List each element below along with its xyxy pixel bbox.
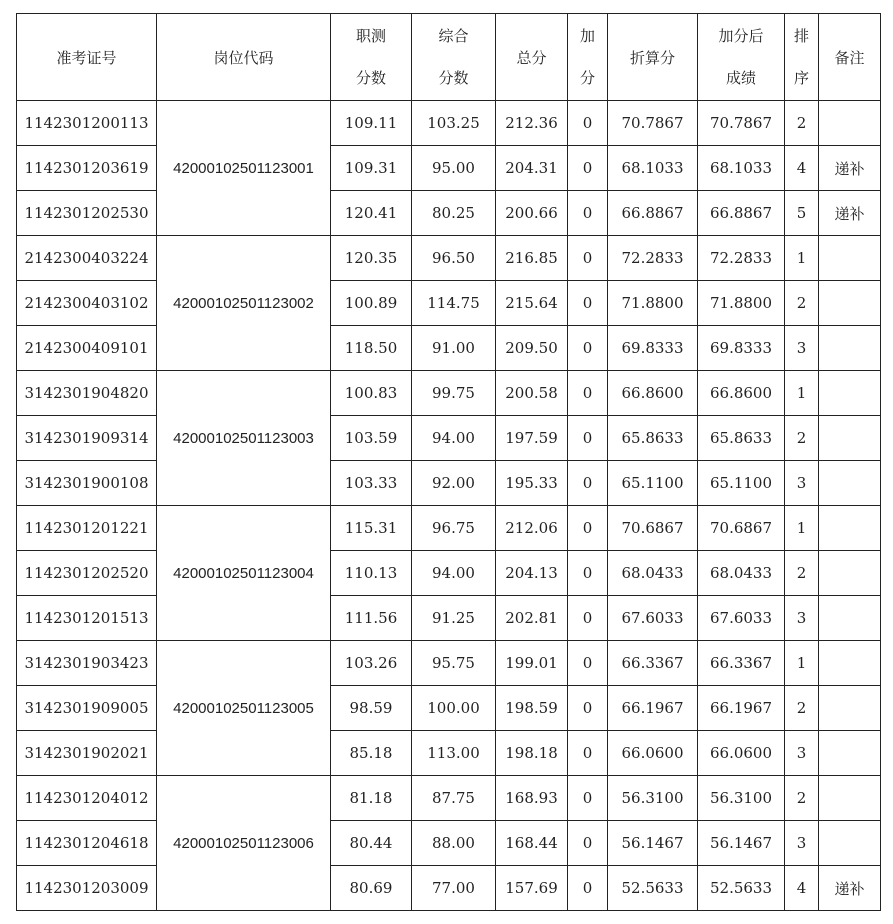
table-row xyxy=(17,506,881,551)
note-cell xyxy=(819,506,881,551)
table-header xyxy=(17,14,881,101)
note-cell xyxy=(819,731,881,776)
note-cell xyxy=(819,326,881,371)
bonus-cell: 0 xyxy=(568,371,608,416)
total-cell: 212.06 xyxy=(496,506,568,551)
note-cell xyxy=(819,551,881,596)
conv-cell: 56.1467 xyxy=(608,821,698,866)
conv-cell: 66.8867 xyxy=(608,191,698,236)
bonus-cell: 0 xyxy=(568,506,608,551)
table-row xyxy=(17,821,881,866)
rank-cell: 3 xyxy=(785,821,819,866)
post-code-cell: 42000102501123004 xyxy=(157,506,331,641)
zh-cell: 80.25 xyxy=(412,191,496,236)
final-cell: 72.2833 xyxy=(698,236,785,281)
bonus-cell: 0 xyxy=(568,281,608,326)
exam-id-cell: 1142301203009 xyxy=(17,866,157,911)
rank-cell: 4 xyxy=(785,866,819,911)
zh-cell: 113.00 xyxy=(412,731,496,776)
total-cell: 200.66 xyxy=(496,191,568,236)
table-row xyxy=(17,731,881,776)
exam-id-cell: 1142301204012 xyxy=(17,776,157,821)
final-cell: 56.1467 xyxy=(698,821,785,866)
exam-id-cell: 3142301909005 xyxy=(17,686,157,731)
conv-cell: 68.1033 xyxy=(608,146,698,191)
rank-cell: 2 xyxy=(785,686,819,731)
exam-id-cell: 1142301201513 xyxy=(17,596,157,641)
results-table xyxy=(16,13,881,911)
bonus-cell: 0 xyxy=(568,866,608,911)
zc-cell: 109.31 xyxy=(331,146,412,191)
post-code-cell: 42000102501123001 xyxy=(157,101,331,236)
rank-cell: 1 xyxy=(785,641,819,686)
conv-cell: 66.3367 xyxy=(608,641,698,686)
final-cell: 52.5633 xyxy=(698,866,785,911)
header-rank: 排 序 xyxy=(785,14,819,101)
total-cell: 198.18 xyxy=(496,731,568,776)
total-cell: 168.93 xyxy=(496,776,568,821)
total-cell: 195.33 xyxy=(496,461,568,506)
final-cell: 71.8800 xyxy=(698,281,785,326)
total-cell: 212.36 xyxy=(496,101,568,146)
bonus-cell: 0 xyxy=(568,461,608,506)
conv-cell: 66.0600 xyxy=(608,731,698,776)
zc-cell: 81.18 xyxy=(331,776,412,821)
final-cell: 70.7867 xyxy=(698,101,785,146)
conv-cell: 66.1967 xyxy=(608,686,698,731)
conv-cell: 70.7867 xyxy=(608,101,698,146)
zh-cell: 87.75 xyxy=(412,776,496,821)
zc-cell: 85.18 xyxy=(331,731,412,776)
rank-cell: 2 xyxy=(785,101,819,146)
zh-cell: 94.00 xyxy=(412,416,496,461)
zc-cell: 118.50 xyxy=(331,326,412,371)
bonus-cell: 0 xyxy=(568,146,608,191)
bonus-cell: 0 xyxy=(568,326,608,371)
conv-cell: 69.8333 xyxy=(608,326,698,371)
zh-cell: 95.75 xyxy=(412,641,496,686)
exam-id-cell: 2142300409101 xyxy=(17,326,157,371)
total-cell: 199.01 xyxy=(496,641,568,686)
conv-cell: 72.2833 xyxy=(608,236,698,281)
conv-cell: 52.5633 xyxy=(608,866,698,911)
final-cell: 66.8867 xyxy=(698,191,785,236)
conv-cell: 70.6867 xyxy=(608,506,698,551)
header-post-code: 岗位代码 xyxy=(157,14,331,101)
header-exam-id: 准考证号 xyxy=(17,14,157,101)
zh-cell: 96.50 xyxy=(412,236,496,281)
total-cell: 215.64 xyxy=(496,281,568,326)
final-cell: 66.0600 xyxy=(698,731,785,776)
note-cell: 递补 xyxy=(819,146,881,191)
note-cell: 递补 xyxy=(819,191,881,236)
rank-cell: 2 xyxy=(785,776,819,821)
post-code-cell: 42000102501123003 xyxy=(157,371,331,506)
table-row xyxy=(17,596,881,641)
final-cell: 68.0433 xyxy=(698,551,785,596)
total-cell: 168.44 xyxy=(496,821,568,866)
note-cell xyxy=(819,686,881,731)
exam-id-cell: 1142301204618 xyxy=(17,821,157,866)
bonus-cell: 0 xyxy=(568,101,608,146)
final-cell: 70.6867 xyxy=(698,506,785,551)
post-code-cell: 42000102501123006 xyxy=(157,776,331,911)
zc-cell: 120.35 xyxy=(331,236,412,281)
note-cell xyxy=(819,461,881,506)
final-cell: 69.8333 xyxy=(698,326,785,371)
conv-cell: 65.1100 xyxy=(608,461,698,506)
rank-cell: 1 xyxy=(785,506,819,551)
zh-cell: 94.00 xyxy=(412,551,496,596)
rank-cell: 1 xyxy=(785,371,819,416)
zh-cell: 96.75 xyxy=(412,506,496,551)
final-cell: 66.8600 xyxy=(698,371,785,416)
zc-cell: 100.83 xyxy=(331,371,412,416)
exam-id-cell: 1142301203619 xyxy=(17,146,157,191)
bonus-cell: 0 xyxy=(568,686,608,731)
table-row xyxy=(17,686,881,731)
exam-id-cell: 3142301904820 xyxy=(17,371,157,416)
table-row xyxy=(17,551,881,596)
zh-cell: 91.00 xyxy=(412,326,496,371)
conv-cell: 56.3100 xyxy=(608,776,698,821)
total-cell: 198.59 xyxy=(496,686,568,731)
rank-cell: 2 xyxy=(785,416,819,461)
header-converted: 折算分 xyxy=(608,14,698,101)
zh-cell: 92.00 xyxy=(412,461,496,506)
bonus-cell: 0 xyxy=(568,731,608,776)
final-cell: 68.1033 xyxy=(698,146,785,191)
note-cell xyxy=(819,641,881,686)
note-cell xyxy=(819,281,881,326)
conv-cell: 67.6033 xyxy=(608,596,698,641)
exam-id-cell: 3142301902021 xyxy=(17,731,157,776)
header-note: 备注 xyxy=(819,14,881,101)
table-row xyxy=(17,281,881,326)
total-cell: 204.13 xyxy=(496,551,568,596)
table-row xyxy=(17,191,881,236)
bonus-cell: 0 xyxy=(568,236,608,281)
note-cell xyxy=(819,596,881,641)
zc-cell: 109.11 xyxy=(331,101,412,146)
total-cell: 197.59 xyxy=(496,416,568,461)
zc-cell: 103.59 xyxy=(331,416,412,461)
final-cell: 56.3100 xyxy=(698,776,785,821)
rank-cell: 2 xyxy=(785,281,819,326)
rank-cell: 3 xyxy=(785,326,819,371)
conv-cell: 66.8600 xyxy=(608,371,698,416)
table-row xyxy=(17,326,881,371)
exam-id-cell: 1142301202520 xyxy=(17,551,157,596)
header-final: 加分后 成绩 xyxy=(698,14,785,101)
zc-cell: 98.59 xyxy=(331,686,412,731)
exam-id-cell: 2142300403102 xyxy=(17,281,157,326)
exam-id-cell: 1142301202530 xyxy=(17,191,157,236)
rank-cell: 1 xyxy=(785,236,819,281)
exam-id-cell: 3142301909314 xyxy=(17,416,157,461)
zc-cell: 111.56 xyxy=(331,596,412,641)
exam-id-cell: 1142301201221 xyxy=(17,506,157,551)
note-cell xyxy=(819,821,881,866)
exam-id-cell: 3142301903423 xyxy=(17,641,157,686)
total-cell: 157.69 xyxy=(496,866,568,911)
table-row xyxy=(17,641,881,686)
zc-cell: 115.31 xyxy=(331,506,412,551)
table-row xyxy=(17,101,881,146)
zh-cell: 77.00 xyxy=(412,866,496,911)
bonus-cell: 0 xyxy=(568,641,608,686)
header-total: 总分 xyxy=(496,14,568,101)
total-cell: 216.85 xyxy=(496,236,568,281)
header-zc-score: 职测 分数 xyxy=(331,14,412,101)
exam-id-cell: 3142301900108 xyxy=(17,461,157,506)
rank-cell: 4 xyxy=(785,146,819,191)
table-row xyxy=(17,461,881,506)
total-cell: 204.31 xyxy=(496,146,568,191)
post-code-cell: 42000102501123002 xyxy=(157,236,331,371)
table-body xyxy=(17,101,881,911)
post-code-cell: 42000102501123005 xyxy=(157,641,331,776)
table-row xyxy=(17,416,881,461)
note-cell xyxy=(819,101,881,146)
conv-cell: 71.8800 xyxy=(608,281,698,326)
zh-cell: 88.00 xyxy=(412,821,496,866)
zc-cell: 80.69 xyxy=(331,866,412,911)
note-cell xyxy=(819,371,881,416)
zc-cell: 103.26 xyxy=(331,641,412,686)
bonus-cell: 0 xyxy=(568,596,608,641)
rank-cell: 2 xyxy=(785,551,819,596)
header-bonus: 加 分 xyxy=(568,14,608,101)
bonus-cell: 0 xyxy=(568,191,608,236)
header-zh-score: 综合 分数 xyxy=(412,14,496,101)
total-cell: 202.81 xyxy=(496,596,568,641)
table-row xyxy=(17,146,881,191)
note-cell xyxy=(819,236,881,281)
zc-cell: 103.33 xyxy=(331,461,412,506)
zh-cell: 91.25 xyxy=(412,596,496,641)
table-row xyxy=(17,371,881,416)
conv-cell: 68.0433 xyxy=(608,551,698,596)
bonus-cell: 0 xyxy=(568,551,608,596)
rank-cell: 5 xyxy=(785,191,819,236)
table-row xyxy=(17,236,881,281)
note-cell xyxy=(819,776,881,821)
exam-id-cell: 2142300403224 xyxy=(17,236,157,281)
final-cell: 65.1100 xyxy=(698,461,785,506)
final-cell: 65.8633 xyxy=(698,416,785,461)
zh-cell: 95.00 xyxy=(412,146,496,191)
bonus-cell: 0 xyxy=(568,776,608,821)
rank-cell: 3 xyxy=(785,731,819,776)
zh-cell: 103.25 xyxy=(412,101,496,146)
exam-id-cell: 1142301200113 xyxy=(17,101,157,146)
note-cell xyxy=(819,416,881,461)
zc-cell: 120.41 xyxy=(331,191,412,236)
final-cell: 67.6033 xyxy=(698,596,785,641)
table-row xyxy=(17,776,881,821)
zc-cell: 110.13 xyxy=(331,551,412,596)
zh-cell: 100.00 xyxy=(412,686,496,731)
final-cell: 66.1967 xyxy=(698,686,785,731)
zc-cell: 80.44 xyxy=(331,821,412,866)
zc-cell: 100.89 xyxy=(331,281,412,326)
total-cell: 209.50 xyxy=(496,326,568,371)
zh-cell: 114.75 xyxy=(412,281,496,326)
rank-cell: 3 xyxy=(785,596,819,641)
final-cell: 66.3367 xyxy=(698,641,785,686)
note-cell: 递补 xyxy=(819,866,881,911)
rank-cell: 3 xyxy=(785,461,819,506)
table-row xyxy=(17,866,881,911)
bonus-cell: 0 xyxy=(568,416,608,461)
conv-cell: 65.8633 xyxy=(608,416,698,461)
bonus-cell: 0 xyxy=(568,821,608,866)
total-cell: 200.58 xyxy=(496,371,568,416)
zh-cell: 99.75 xyxy=(412,371,496,416)
